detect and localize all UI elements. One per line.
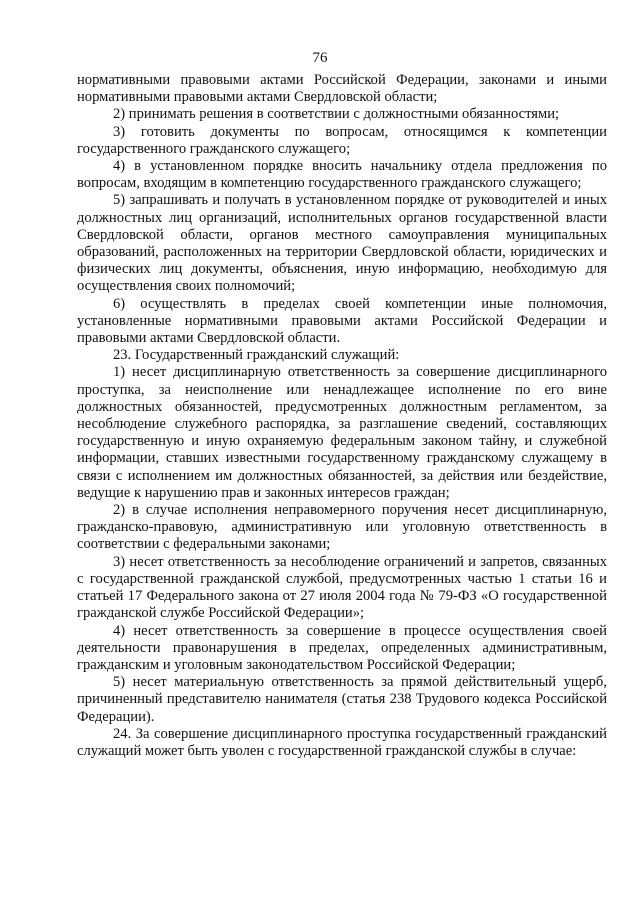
paragraph-23-item-3: 3) несет ответственность за несоблюдение ограничений и запретов, связанных с государственной гражданской службой, предусмотренных частью 1 статьи 16 и статьей 17 Федерального закона от 27 июля 2004 года № 79-ФЗ «О государственной гражданской службе Российской Федерации»;	[77, 553, 607, 622]
paragraph-23-item-1: 1) несет дисциплинарную ответственность за совершение дисциплинарного проступка, за неисполнение или ненадлежащее исполнение по его вине должностных обязанностей, предусмотренных должностным регламентом, за несоблюдение служебного распорядка, за разглашение сведений, составляющих государственную и иную охраняемую федеральным законом тайну, и служебной информации, ставших известными государственному гражданскому служащему в связи с исполнением им должностных обязанностей, за действия или бездействие, ведущие к нарушению прав и законных интересов граждан;	[77, 364, 607, 501]
paragraph-item-6: 6) осуществлять в пределах своей компетенции иные полномочия, установленные нормативными правовыми актами Российской Федерации и правовыми актами Свердловской области.	[77, 295, 607, 347]
paragraph-23-item-5: 5) несет материальную ответственность за прямой действительный ущерб, причиненный представителю нанимателя (статья 238 Трудового кодекса Российской Федерации).	[77, 674, 607, 725]
page-number: 76	[312, 50, 328, 66]
section-23-heading: 23. Государственный гражданский служащий:	[113, 347, 400, 364]
paragraph-item-3: 3) готовить документы по вопросам, относящимся к компетенции государственного гражданского служащего;	[77, 123, 607, 157]
paragraph-item-4: 4) в установленном порядке вносить начальнику отдела предложения по вопросам, входящим в компетенцию государственного гражданского служащего;	[77, 158, 607, 192]
section-24-paragraph: 24. За совершение дисциплинарного проступка государственный гражданский служащий может быть уволен с государственной гражданской службы в случае:	[77, 725, 607, 759]
paragraph-continuation: нормативными правовыми актами Российской Федерации, законами и иными нормативными правовыми актами Свердловской области;	[77, 72, 607, 106]
paragraph-item-2: 2) принимать решения в соответствии с должностными обязанностями;	[113, 106, 560, 123]
paragraph-item-5: 5) запрашивать и получать в установленном порядке от руководителей и иных должностных лиц организаций, исполнительных органов государственной власти Свердловской области, органов местного самоуправления муниципальных образований, расположенных на территории Свердловской области, юридических и физических лиц документы, объяснения, иную информацию, необходимую для осуществления своих полномочий;	[77, 192, 607, 295]
paragraph-23-item-2: 2) в случае исполнения неправомерного поручения несет дисциплинарную, гражданско-правовую, административную или уголовную ответственность в соответствии с федеральными законами;	[77, 502, 607, 553]
paragraph-23-item-4: 4) несет ответственность за совершение в процессе осуществления своей деятельности правонарушения в пределах, определенных административным, гражданским и уголовным законодательством Российской Федерации;	[77, 622, 607, 673]
body-text	[77, 72, 607, 760]
